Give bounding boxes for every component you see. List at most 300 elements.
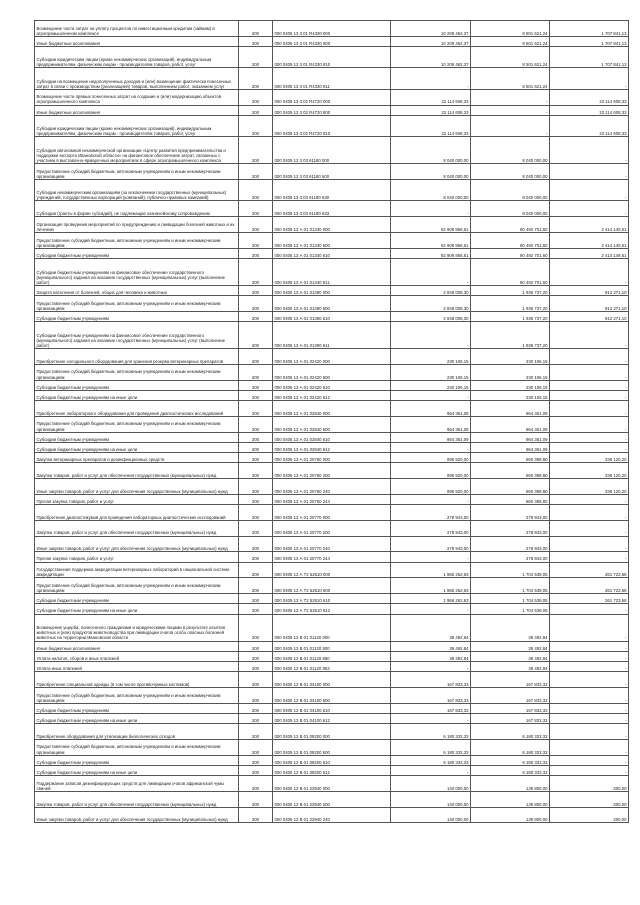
row-name-cell: Субсидии бюджетным учреждениям на иные цели	[35, 713, 239, 723]
row-approved-cell: -	[391, 322, 471, 349]
row-unexecuted-cell: 22 114 608,33	[550, 105, 629, 115]
row-executed-cell: 8 501 621,24	[471, 21, 550, 37]
row-name-cell: Субсидии бюджетным учреждениям	[35, 703, 239, 713]
row-unexecuted-cell: 200,00	[550, 807, 629, 823]
table-row	[35, 687, 629, 703]
row-kbk-cell: 000 0405 13 А 01 02420 600	[273, 364, 391, 380]
row-unexecuted-cell: 200,00	[550, 776, 629, 792]
table-row	[35, 651, 629, 661]
row-approved-cell: -	[391, 494, 471, 504]
row-unexecuted-cell: -	[550, 765, 629, 775]
table-row	[35, 217, 629, 233]
row-code-cell: 200	[239, 296, 273, 312]
row-executed-cell: 964 361,09	[471, 416, 550, 432]
table-row	[35, 604, 629, 614]
table-row	[35, 390, 629, 400]
row-unexecuted-cell: 22 114 608,33	[550, 115, 629, 136]
row-code-cell: 200	[239, 248, 273, 258]
table-row	[35, 401, 629, 417]
row-code-cell: 200	[239, 432, 273, 442]
row-code-cell: 200	[239, 765, 273, 775]
row-executed-cell: 39 492,84	[471, 614, 550, 641]
row-kbk-cell: 000 0405 13 В 01 08200 612	[273, 765, 391, 775]
row-code-cell: 200	[239, 442, 273, 452]
table-row	[35, 453, 629, 463]
row-approved-cell: 278 943,00	[391, 504, 471, 520]
row-code-cell: 200	[239, 164, 273, 180]
row-code-cell: 200	[239, 364, 273, 380]
table-row	[35, 232, 629, 248]
row-kbk-cell: 000 0405 13 3 02 R4720 800	[273, 105, 391, 115]
table-row	[35, 520, 629, 536]
row-executed-cell: 1 704 539,05	[471, 578, 550, 594]
row-code-cell: 200	[239, 672, 273, 688]
row-approved-cell: 996 520,00	[391, 453, 471, 463]
row-name-cell: Прочая закупка товаров, работ и услуг	[35, 552, 239, 562]
row-kbk-cell: 000 0405 13 А 01 01340 000	[273, 217, 391, 233]
row-approved-cell: 22 114 608,33	[391, 115, 471, 136]
row-unexecuted-cell: -	[550, 661, 629, 671]
row-approved-cell: 6 180 333,33	[391, 724, 471, 740]
row-unexecuted-cell: -	[550, 349, 629, 365]
row-approved-cell: 8 040 000,00	[391, 179, 471, 200]
row-kbk-cell: 000 0405 13 3 02 R4720 810	[273, 115, 391, 136]
row-name-cell: Уплата иных платежей	[35, 661, 239, 671]
row-kbk-cell: 000 0405 13 А Т2 52510 610	[273, 594, 391, 604]
table-row	[35, 661, 629, 671]
row-kbk-cell: 000 0405 13 А 01 20760 240	[273, 479, 391, 495]
row-approved-cell: 964 361,09	[391, 401, 471, 417]
row-kbk-cell: 000 0405 13 А 01 01340 611	[273, 258, 391, 285]
table-row	[35, 791, 629, 807]
row-code-cell: 200	[239, 494, 273, 504]
row-name-cell: Приобретение специальной одежды (в том числе противочумных костюмов)	[35, 672, 239, 688]
row-name-cell: Возмещение части затрат на уплату процентов по инвестиционным кредитам (займам) в агропромышленном комплексе	[35, 21, 239, 37]
table-row	[35, 442, 629, 452]
row-code-cell: 200	[239, 232, 273, 248]
row-code-cell: 200	[239, 68, 273, 89]
row-unexecuted-cell: -	[550, 416, 629, 432]
row-executed-cell: -	[471, 105, 550, 115]
row-approved-cell: -	[391, 258, 471, 285]
table-row	[35, 258, 629, 285]
row-code-cell: 200	[239, 661, 273, 671]
row-code-cell: 200	[239, 807, 273, 823]
row-name-cell: Поддержание запасов дезинфицирующих средств для ликвидации очагов африканской чумы свиней	[35, 776, 239, 792]
row-name-cell: Иные закупки товаров, работ и услуг для обеспечения государственных (муниципальных) нужд	[35, 479, 239, 495]
row-name-cell: Иные бюджетные ассигнования	[35, 641, 239, 651]
row-kbk-cell: 000 0405 13 3 03 61180 600	[273, 164, 391, 180]
row-unexecuted-cell: -	[550, 201, 629, 217]
row-unexecuted-cell: -	[550, 504, 629, 520]
row-executed-cell: 8 501 621,24	[471, 68, 550, 89]
row-unexecuted-cell: 2 414 149,51	[550, 232, 629, 248]
row-approved-cell: -	[391, 68, 471, 89]
row-unexecuted-cell: -	[550, 687, 629, 703]
row-executed-cell: 1 935 737,20	[471, 285, 550, 295]
row-unexecuted-cell: 1 707 841,13	[550, 36, 629, 46]
row-name-cell: Субсидии некоммерческим организациям (за исключением государственных (муниципальных) учреждений, государственных корпораций (компаний), публично-правовых компаний)	[35, 179, 239, 200]
row-unexecuted-cell: 336 120,20	[550, 463, 629, 479]
row-approved-cell: 140 000,00	[391, 791, 471, 807]
table-row	[35, 36, 629, 46]
row-executed-cell: 964 361,09	[471, 401, 550, 417]
row-name-cell: Субсидии бюджетным учреждениям	[35, 755, 239, 765]
row-unexecuted-cell: -	[550, 258, 629, 285]
row-name-cell: Предоставление субсидий бюджетным, автономным учреждениям и иным некоммерческим организациям	[35, 578, 239, 594]
row-name-cell: Субсидия автономной некоммерческой организации «Центр развития предпринимательства и поддержки экспорта Ивановской области» на финансовое обеспечение затрат, связанных с участием в выставочно-ярмарочных мероприятиях в сфере агропромышленного комплекса	[35, 137, 239, 164]
row-executed-cell: 167 833,33	[471, 713, 550, 723]
row-unexecuted-cell: -	[550, 401, 629, 417]
table-row	[35, 179, 629, 200]
row-executed-cell: 8 501 621,24	[471, 46, 550, 67]
row-approved-cell: 964 361,09	[391, 416, 471, 432]
row-name-cell: Приобретение диагностикумов для проведения лабораторных диагностических исследований	[35, 504, 239, 520]
row-approved-cell: 82 909 856,61	[391, 217, 471, 233]
row-kbk-cell: 000 0405 13 3 01 R4330 810	[273, 46, 391, 67]
row-kbk-cell: 000 0405 13 А Т2 52510 600	[273, 578, 391, 594]
row-unexecuted-cell: 200,00	[550, 791, 629, 807]
row-approved-cell: 8 040 000,00	[391, 164, 471, 180]
row-executed-cell: 39 492,84	[471, 651, 550, 661]
row-approved-cell: 39 492,84	[391, 614, 471, 641]
row-approved-cell: 996 520,00	[391, 463, 471, 479]
row-name-cell: Иные закупки товаров, работ и услуг для обеспечения государственных (муниципальных) нужд	[35, 536, 239, 552]
row-code-cell: 200	[239, 463, 273, 479]
table-row	[35, 552, 629, 562]
row-unexecuted-cell: -	[550, 390, 629, 400]
row-approved-cell: -	[391, 390, 471, 400]
row-unexecuted-cell: 2 414 149,51	[550, 217, 629, 233]
row-kbk-cell: 000 0405 13 А 01 20770 200	[273, 520, 391, 536]
row-code-cell: 200	[239, 479, 273, 495]
row-executed-cell: 139 800,00	[471, 776, 550, 792]
row-name-cell: Субсидии бюджетным учреждениям на финансовое обеспечение государственного (муниципального) задания на оказание государственных (муниципальных) услуг (выполнение работ)	[35, 258, 239, 285]
row-name-cell: Субсидии бюджетным учреждениям	[35, 311, 239, 321]
table-row	[35, 578, 629, 594]
row-name-cell: Субсидии на возмещение недополученных доходов и (или) возмещение фактически понесенных затрат в связи с производством (реализацией) товаров, выполнением работ, оказанием услуг	[35, 68, 239, 89]
row-name-cell: Возмещение ущерба, понесенного гражданами и юридическими лицами в результате изъятия животных и (или) продуктов животноводства при ликвидации очагов особо опасных болезней животных на территории Ивановской области	[35, 614, 239, 641]
row-name-cell: Защита населения от болезней, общих для человека и животных	[35, 285, 239, 295]
table-row	[35, 479, 629, 495]
row-unexecuted-cell: 912 271,10	[550, 296, 629, 312]
row-code-cell: 200	[239, 258, 273, 285]
row-executed-cell: 8 501 621,24	[471, 36, 550, 46]
row-executed-cell: -	[471, 115, 550, 136]
table-row	[35, 432, 629, 442]
row-executed-cell: 964 361,09	[471, 432, 550, 442]
row-executed-cell: 1 704 539,05	[471, 604, 550, 614]
row-kbk-cell: 000 0405 13 А 01 01390 611	[273, 322, 391, 349]
row-name-cell: Субсидии (гранты в форме субсидий), не подлежащие казначейскому сопровождению	[35, 201, 239, 217]
table-row	[35, 494, 629, 504]
row-name-cell: Субсидии бюджетным учреждениям	[35, 380, 239, 390]
row-kbk-cell: 000 0405 13 А 01 01340 610	[273, 248, 391, 258]
row-executed-cell: 8 040 000,00	[471, 137, 550, 164]
row-name-cell: Прочая закупка товаров, работ и услуг	[35, 494, 239, 504]
row-code-cell: 200	[239, 776, 273, 792]
row-approved-cell: 996 520,00	[391, 479, 471, 495]
row-approved-cell: 10 209 462,37	[391, 36, 471, 46]
row-unexecuted-cell: -	[550, 432, 629, 442]
table-row	[35, 641, 629, 651]
row-unexecuted-cell: 912 271,10	[550, 311, 629, 321]
row-kbk-cell: 000 0405 13 А 01 02840 610	[273, 432, 391, 442]
row-code-cell: 200	[239, 285, 273, 295]
row-kbk-cell: 000 0405 13 В 01 22940 240	[273, 807, 391, 823]
row-executed-cell: 1 704 539,05	[471, 562, 550, 578]
row-approved-cell: -	[391, 765, 471, 775]
row-code-cell: 200	[239, 641, 273, 651]
row-unexecuted-cell: -	[550, 494, 629, 504]
row-approved-cell: 2 848 008,30	[391, 311, 471, 321]
row-executed-cell: 660 399,80	[471, 494, 550, 504]
row-name-cell: Предоставление субсидий бюджетным, автономным учреждениям и иным некоммерческим организациям	[35, 164, 239, 180]
table-row	[35, 115, 629, 136]
row-code-cell: 200	[239, 791, 273, 807]
row-unexecuted-cell: 1 707 841,13	[550, 46, 629, 67]
row-name-cell: Предоставление субсидий бюджетным, автономным учреждениям и иным некоммерческим организациям	[35, 739, 239, 755]
row-code-cell: 200	[239, 578, 273, 594]
table-row	[35, 364, 629, 380]
table-row	[35, 46, 629, 67]
row-name-cell: Предоставление субсидий бюджетным, автономным учреждениям и иным некоммерческим организациям	[35, 364, 239, 380]
row-approved-cell: 82 909 856,61	[391, 232, 471, 248]
row-unexecuted-cell: 261 723,58	[550, 562, 629, 578]
row-code-cell: 200	[239, 614, 273, 641]
table-row	[35, 724, 629, 740]
table-row	[35, 776, 629, 792]
row-code-cell: 200	[239, 322, 273, 349]
row-code-cell: 200	[239, 651, 273, 661]
row-kbk-cell: 000 0405 13 В 01 04100 600	[273, 687, 391, 703]
table-row	[35, 536, 629, 552]
row-code-cell: 200	[239, 89, 273, 105]
row-unexecuted-cell: 261 723,58	[550, 578, 629, 594]
row-name-cell: Субсидии бюджетным учреждениям на иные цели	[35, 765, 239, 775]
row-unexecuted-cell: -	[550, 604, 629, 614]
row-approved-cell: 230 106,15	[391, 364, 471, 380]
row-code-cell: 200	[239, 755, 273, 765]
row-kbk-cell: 000 0405 13 В 01 08200 600	[273, 739, 391, 755]
row-name-cell: Субсидии юридическим лицам (кроме некоммерческих организаций), индивидуальным предпринимателям, физическим лицам - производителям товаров, работ, услуг	[35, 46, 239, 67]
table-row	[35, 349, 629, 365]
row-executed-cell: 660 399,80	[471, 463, 550, 479]
row-unexecuted-cell: 336 120,20	[550, 453, 629, 463]
table-row	[35, 672, 629, 688]
row-unexecuted-cell: -	[550, 536, 629, 552]
table-row	[35, 562, 629, 578]
row-code-cell: 200	[239, 115, 273, 136]
row-name-cell: Субсидии бюджетным учреждениям на иные цели	[35, 442, 239, 452]
row-unexecuted-cell: -	[550, 713, 629, 723]
row-code-cell: 200	[239, 552, 273, 562]
table-row	[35, 504, 629, 520]
row-kbk-cell: 000 0405 13 А 01 01340 600	[273, 232, 391, 248]
row-unexecuted-cell: 261 723,58	[550, 594, 629, 604]
row-name-cell: Иные бюджетные ассигнования	[35, 36, 239, 46]
row-unexecuted-cell: -	[550, 164, 629, 180]
budget-execution-table	[34, 20, 629, 823]
row-executed-cell: 1 935 737,20	[471, 311, 550, 321]
row-code-cell: 200	[239, 594, 273, 604]
row-kbk-cell: 000 0405 13 В 01 22940 200	[273, 791, 391, 807]
row-executed-cell: 39 492,84	[471, 641, 550, 651]
row-name-cell: Приобретение холодильного оборудования для хранения резерва ветеринарных препаратов	[35, 349, 239, 365]
row-approved-cell: -	[391, 552, 471, 562]
row-unexecuted-cell: -	[550, 672, 629, 688]
row-kbk-cell: 000 0405 13 А 01 20770 240	[273, 536, 391, 552]
row-code-cell: 200	[239, 416, 273, 432]
row-unexecuted-cell: -	[550, 380, 629, 390]
row-executed-cell: 230 106,15	[471, 380, 550, 390]
row-code-cell: 200	[239, 137, 273, 164]
row-name-cell: Субсидии бюджетным учреждениям на финансовое обеспечение государственного (муниципального) задания на оказание государственных (муниципальных) услуг (выполнение работ)	[35, 322, 239, 349]
table-row	[35, 164, 629, 180]
row-approved-cell: 1 966 262,63	[391, 594, 471, 604]
row-code-cell: 200	[239, 311, 273, 321]
row-approved-cell: 167 833,33	[391, 672, 471, 688]
row-unexecuted-cell: -	[550, 703, 629, 713]
row-approved-cell: 10 209 462,37	[391, 46, 471, 67]
row-kbk-cell: 000 0405 13 В 01 08200 000	[273, 724, 391, 740]
table-row	[35, 380, 629, 390]
row-executed-cell: 230 106,15	[471, 390, 550, 400]
row-kbk-cell: 000 0405 13 В 01 01120 800	[273, 641, 391, 651]
table-row	[35, 739, 629, 755]
row-code-cell: 200	[239, 36, 273, 46]
row-kbk-cell: 000 0405 13 А Т2 52510 612	[273, 604, 391, 614]
row-approved-cell: 167 833,33	[391, 703, 471, 713]
row-code-cell: 200	[239, 703, 273, 713]
row-executed-cell: 660 399,80	[471, 453, 550, 463]
row-kbk-cell: 000 0405 13 3 01 R4330 000	[273, 21, 391, 37]
table-row	[35, 105, 629, 115]
table-row	[35, 201, 629, 217]
row-approved-cell: 2 848 008,30	[391, 296, 471, 312]
row-code-cell: 200	[239, 504, 273, 520]
table-row	[35, 594, 629, 604]
table-row	[35, 765, 629, 775]
row-kbk-cell: 000 0405 13 3 03 61180 630	[273, 179, 391, 200]
row-name-cell: Предоставление субсидий бюджетным, автономным учреждениям и иным некоммерческим организациям	[35, 296, 239, 312]
row-executed-cell: 80 492 701,60	[471, 258, 550, 285]
row-name-cell: Уплата налогов, сборов и иных платежей	[35, 651, 239, 661]
row-unexecuted-cell: -	[550, 520, 629, 536]
row-name-cell: Субсидии юридическим лицам (кроме некоммерческих организаций), индивидуальным предпринимателям, физическим лицам - производителям товаров, работ, услуг	[35, 115, 239, 136]
row-code-cell: 200	[239, 217, 273, 233]
table-row	[35, 463, 629, 479]
row-kbk-cell: 000 0405 13 В 01 04100 612	[273, 713, 391, 723]
row-kbk-cell: 000 0405 13 А 01 02840 000	[273, 401, 391, 417]
row-executed-cell: 167 833,33	[471, 672, 550, 688]
row-name-cell: Государственная поддержка аккредитации ветеринарных лабораторий в национальной системе аккредитации	[35, 562, 239, 578]
row-code-cell: 200	[239, 201, 273, 217]
row-approved-cell: -	[391, 604, 471, 614]
row-approved-cell: 2 848 008,30	[391, 285, 471, 295]
row-name-cell: Закупка ветеринарных препаратов и дезинфекционных средств	[35, 453, 239, 463]
row-unexecuted-cell: 336 120,20	[550, 479, 629, 495]
row-name-cell: Приобретение лабораторного оборудования для проведения диагностических исследований	[35, 401, 239, 417]
table-row	[35, 322, 629, 349]
table-row	[35, 68, 629, 89]
row-name-cell: Субсидии бюджетным учреждениям на иные цели	[35, 604, 239, 614]
row-approved-cell: -	[391, 442, 471, 452]
row-name-cell: Закупка товаров, работ и услуг для обеспечения государственных (муниципальных) нужд	[35, 520, 239, 536]
table-row	[35, 21, 629, 37]
row-kbk-cell: 000 0405 13 А 01 02420 612	[273, 390, 391, 400]
row-kbk-cell: 000 0405 13 А 01 01390 000	[273, 285, 391, 295]
row-unexecuted-cell: -	[550, 739, 629, 755]
row-executed-cell: 1 935 737,20	[471, 296, 550, 312]
row-unexecuted-cell: 2 414 149,51	[550, 248, 629, 258]
row-executed-cell: 6 180 333,33	[471, 724, 550, 740]
row-executed-cell: 278 943,00	[471, 552, 550, 562]
row-kbk-cell: 000 0405 13 В 01 22940 000	[273, 776, 391, 792]
row-executed-cell: 139 800,00	[471, 791, 550, 807]
row-unexecuted-cell: -	[550, 552, 629, 562]
row-approved-cell: 8 040 000,00	[391, 137, 471, 164]
row-approved-cell: 167 833,33	[391, 687, 471, 703]
row-name-cell: Предоставление субсидий бюджетным, автономным учреждениям и иным некоммерческим организациям	[35, 416, 239, 432]
row-executed-cell: 230 106,15	[471, 364, 550, 380]
row-kbk-cell: 000 0405 13 А Т2 52510 000	[273, 562, 391, 578]
row-kbk-cell: 000 0405 13 В 01 01120 850	[273, 651, 391, 661]
row-name-cell: Субсидии бюджетным учреждениям	[35, 594, 239, 604]
row-code-cell: 200	[239, 562, 273, 578]
row-executed-cell: 660 399,80	[471, 479, 550, 495]
row-executed-cell: 6 180 333,33	[471, 739, 550, 755]
row-approved-cell: 278 943,00	[391, 536, 471, 552]
row-kbk-cell: 000 0405 13 А 01 20770 244	[273, 552, 391, 562]
row-kbk-cell: 000 0405 13 В 01 08200 610	[273, 755, 391, 765]
table-row	[35, 713, 629, 723]
row-executed-cell: 278 943,00	[471, 536, 550, 552]
row-approved-cell: 10 209 462,37	[391, 21, 471, 37]
row-approved-cell: 278 943,00	[391, 520, 471, 536]
row-name-cell: Субсидии бюджетным учреждениям	[35, 248, 239, 258]
row-code-cell: 200	[239, 390, 273, 400]
table-row	[35, 416, 629, 432]
row-code-cell: 200	[239, 724, 273, 740]
row-kbk-cell: 000 0405 13 В 01 01120 853	[273, 661, 391, 671]
row-name-cell: Иные бюджетные ассигнования	[35, 105, 239, 115]
row-kbk-cell: 000 0405 13 А 01 01390 600	[273, 296, 391, 312]
row-kbk-cell: 000 0405 13 3 02 R4720 000	[273, 89, 391, 105]
row-code-cell: 200	[239, 713, 273, 723]
row-unexecuted-cell: -	[550, 68, 629, 89]
row-unexecuted-cell: 1 707 841,13	[550, 21, 629, 37]
row-executed-cell: 139 800,00	[471, 807, 550, 823]
row-executed-cell: 8 040 000,00	[471, 164, 550, 180]
row-name-cell: Приобретение оборудования для утилизации биологических отходов	[35, 724, 239, 740]
row-kbk-cell: 000 0405 13 В 01 04100 610	[273, 703, 391, 713]
row-unexecuted-cell: -	[550, 137, 629, 164]
table-row	[35, 137, 629, 164]
row-code-cell: 200	[239, 739, 273, 755]
row-approved-cell: 964 361,09	[391, 432, 471, 442]
row-unexecuted-cell: -	[550, 755, 629, 765]
row-kbk-cell: 000 0405 13 В 01 01120 000	[273, 614, 391, 641]
row-approved-cell: 22 114 608,33	[391, 89, 471, 105]
row-kbk-cell: 000 0405 13 А 01 20760 000	[273, 453, 391, 463]
row-approved-cell: 230 106,15	[391, 380, 471, 390]
row-code-cell: 200	[239, 349, 273, 365]
row-code-cell: 200	[239, 536, 273, 552]
row-kbk-cell: 000 0405 13 А 01 20760 200	[273, 463, 391, 479]
table-row	[35, 311, 629, 321]
row-kbk-cell: 000 0405 13 3 03 61180 633	[273, 201, 391, 217]
